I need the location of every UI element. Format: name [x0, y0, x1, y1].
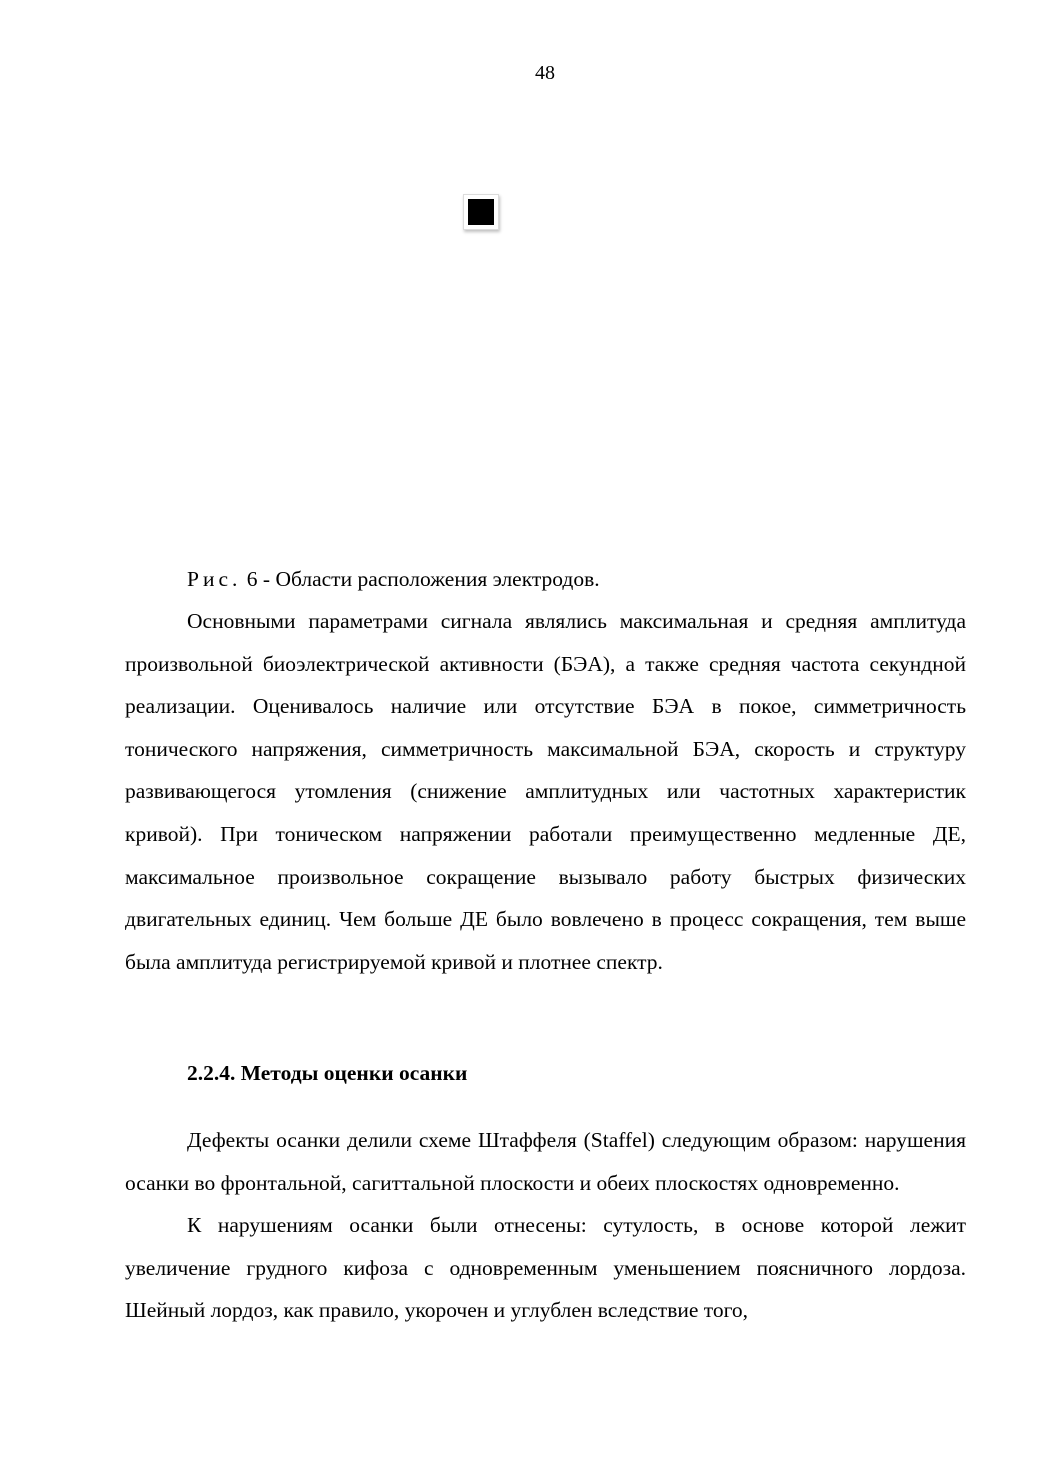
caption-number: 6 — [246, 567, 258, 591]
caption-dash: - — [262, 567, 271, 591]
paragraph: Основными параметрами сигнала являлись максимальная и средняя амплитуда произвольной биоэлектрической активности (БЭА), а также средняя частота секундной реализации. Оценивалось наличие или отсутствие БЭА в покое, симметричность тонического напряжения, симметричность максимальной БЭА, скорость и структуру развивающегося утомления (снижение амплитудных или частотных характеристик кривой). При тоническом напряжении работали преимущественно медленные ДЕ, максимальное произвольное сокращение вызывало работу быстрых физических двигательных единиц. Чем больше ДЕ было вовлечено в процесс сокращения, тем выше была амплитуда регистрируемой кривой и плотнее спектр. — [125, 609, 966, 974]
caption-label: Рис. — [187, 567, 242, 591]
body-text-2 — [125, 1119, 966, 1332]
body-text-1 — [125, 600, 966, 983]
figure-placeholder-fill — [468, 199, 494, 225]
figure-placeholder-icon — [463, 194, 499, 230]
caption-text: Области расположения электродов. — [275, 567, 600, 591]
paragraph: К нарушениям осанки были отнесены: сутулость, в основе которой лежит увеличение грудного кифоза с одновременным уменьшением поясничного лордоза. Шейный лордоз, как правило, укорочен и углублен вследствие того, — [125, 1213, 966, 1323]
figure-caption — [187, 558, 600, 601]
page-number: 48 — [535, 62, 555, 84]
paragraph: Дефекты осанки делили схеме Штаффеля (Staffel) следующим образом: нарушения осанки во фронтальной, сагиттальной плоскости и обеих плоскостях одновременно. — [125, 1128, 966, 1195]
section-heading: 2.2.4. Методы оценки осанки — [187, 1061, 468, 1085]
